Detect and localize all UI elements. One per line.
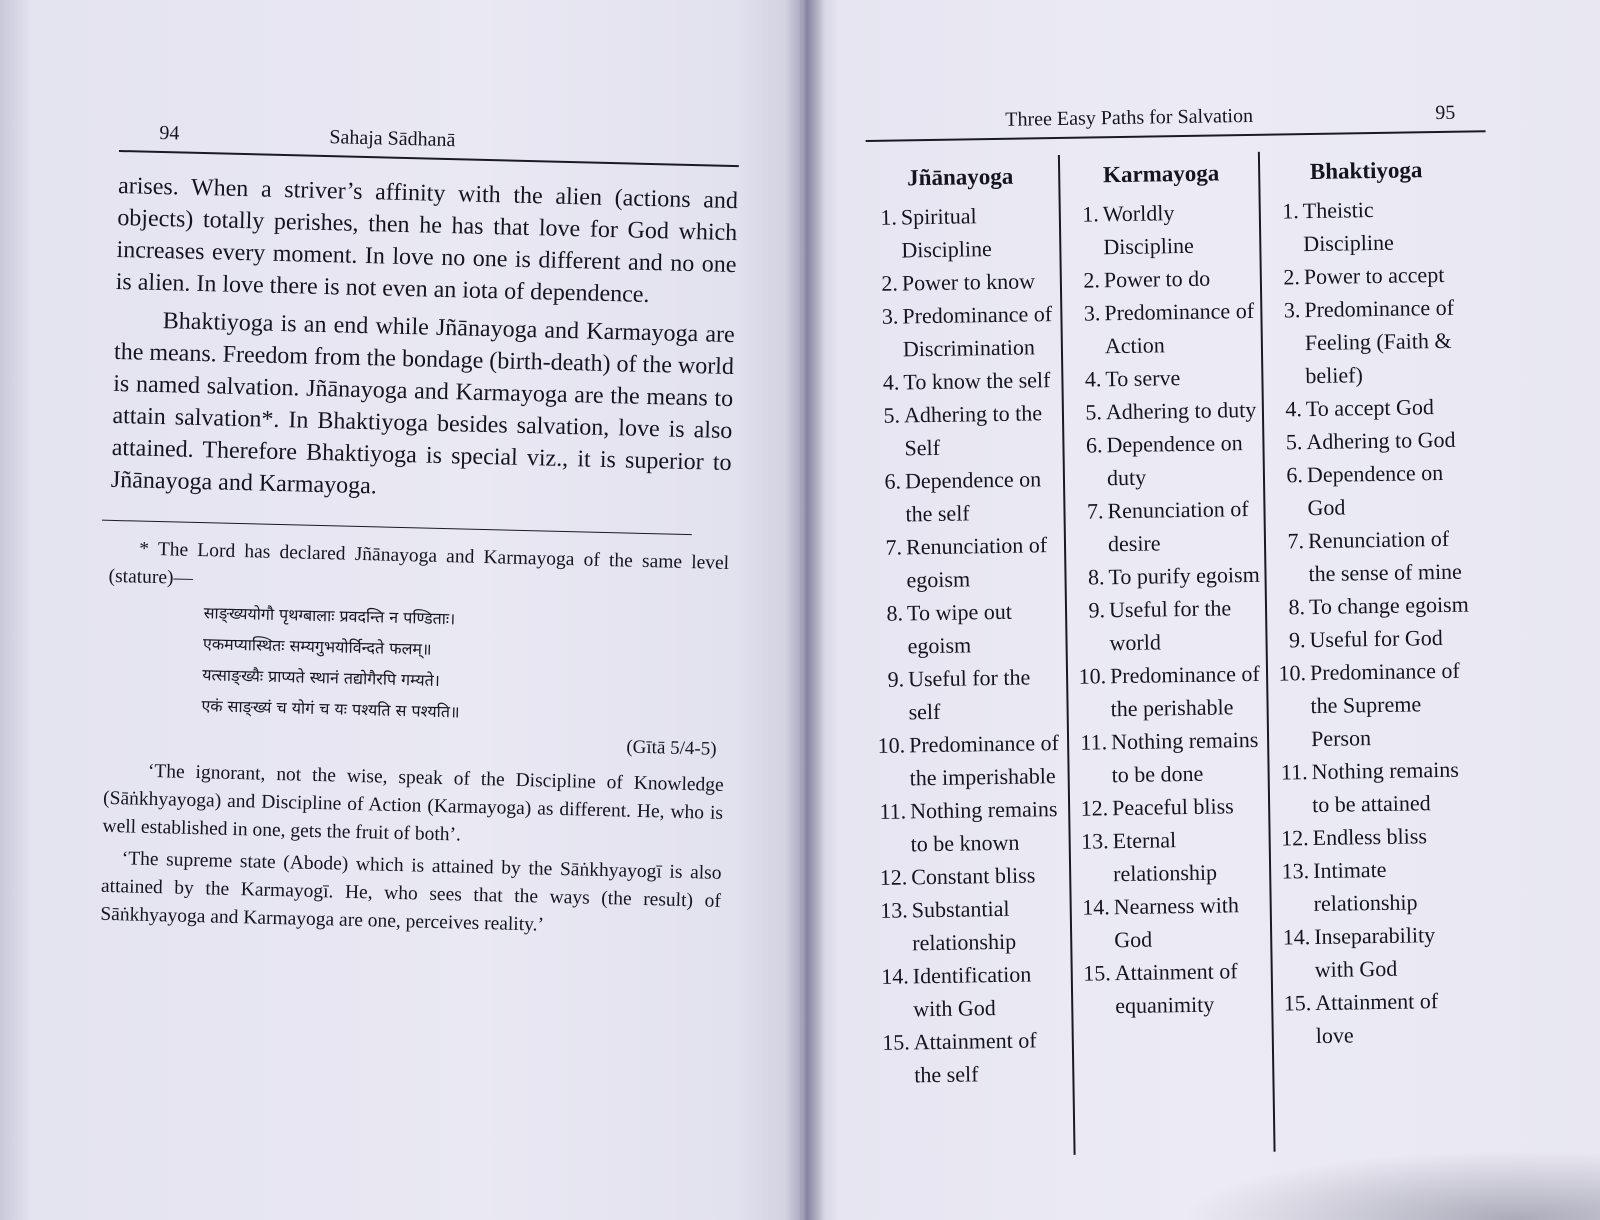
item-number: 8. — [1288, 594, 1306, 620]
list-item — [871, 462, 1060, 531]
item-number: 14. — [1282, 924, 1311, 950]
item-text: Nothing remains to be attained — [1311, 756, 1460, 818]
main-text — [111, 170, 739, 511]
list-item — [1074, 558, 1260, 594]
item-text: Constant bliss — [911, 862, 1036, 890]
item-number: 4. — [882, 369, 900, 395]
item-text: Spiritual Discipline — [900, 203, 992, 263]
item-number: 12. — [1080, 795, 1109, 821]
item-number: 9. — [887, 666, 905, 692]
item-number: 3. — [1283, 297, 1301, 323]
list-item — [1072, 393, 1258, 429]
list-item — [1275, 588, 1471, 624]
item-text: Identification with God — [912, 961, 1032, 1022]
item-number: 10. — [1278, 660, 1307, 686]
list-item — [877, 891, 1066, 960]
list-item — [1076, 657, 1263, 726]
item-number: 8. — [886, 600, 904, 626]
item-number: 11. — [1280, 759, 1308, 785]
list-item — [870, 396, 1059, 465]
list-item — [1070, 294, 1257, 363]
list-item — [1079, 888, 1266, 957]
item-number: 10. — [877, 732, 906, 758]
list-item — [1274, 522, 1471, 591]
item-number: 5. — [1085, 399, 1103, 425]
list-item — [1078, 789, 1264, 825]
item-number: 8. — [1087, 564, 1105, 590]
item-text: Predominance of the Supreme Person — [1309, 657, 1460, 752]
item-text: Useful for the world — [1108, 595, 1232, 656]
list-item — [869, 363, 1057, 399]
item-text: Nothing remains to be known — [909, 796, 1058, 857]
list-item — [1077, 723, 1264, 792]
list-item — [1080, 954, 1267, 1023]
item-text: To purify egoism — [1108, 561, 1260, 590]
column-heading: Bhaktiyoga — [1309, 157, 1423, 185]
item-number: 12. — [879, 864, 908, 890]
item-number: 15. — [1083, 960, 1111, 986]
item-number: 14. — [881, 963, 909, 989]
item-number: 6. — [1286, 462, 1304, 488]
book-gutter — [785, 0, 825, 1220]
left-page-number: 94 — [159, 121, 180, 145]
list-item — [872, 528, 1061, 597]
translation: ‘The ignorant, not the wise, speak of the Discipline of Knowledge (Sāṅkhyayoga) and Discipline of Action (Karmayoga) as different. He, who is well established in one, gets the fruit of both’. — [102, 760, 724, 846]
item-number: 1. — [1082, 201, 1100, 227]
item-text: Nearness with God — [1113, 892, 1240, 953]
item-text: Attainment of equanimity — [1114, 958, 1238, 1019]
item-number: 10. — [1078, 663, 1107, 689]
item-text: To serve — [1105, 365, 1181, 392]
hand-shadow — [1180, 1150, 1600, 1220]
list-item — [1278, 819, 1474, 855]
list-item — [1273, 456, 1470, 525]
item-text: Dependence on the self — [904, 466, 1042, 527]
item-text: To accept God — [1305, 394, 1435, 422]
list-item — [868, 297, 1057, 366]
item-text: Dependence on God — [1306, 459, 1444, 521]
item-number: 11. — [1080, 729, 1108, 755]
list-item — [1073, 492, 1260, 561]
item-text: Predominance of Discrimination — [902, 301, 1053, 362]
footnote — [100, 535, 729, 944]
item-text: Adhering to God — [1306, 426, 1456, 455]
verse-line: यत्साङ्ख्यैः प्राप्यते स्थानं तद्योगैरपि गम्यते। — [201, 665, 441, 690]
item-text: Substantial relationship — [911, 895, 1017, 956]
item-text: Peaceful bliss — [1111, 793, 1234, 821]
list-item — [1070, 261, 1256, 297]
item-text: Power to do — [1103, 265, 1211, 293]
list-item — [874, 660, 1063, 729]
item-number: 6. — [1085, 432, 1103, 458]
item-number: 5. — [883, 402, 901, 428]
column-bhaktiyoga — [1268, 149, 1478, 1053]
item-number: 3. — [1083, 300, 1101, 326]
translation: ‘The supreme state (Abode) which is attained by the Sāṅkhyayogī is also attained by the Karmayogī. He, who sees that the ways (the result) of Sāṅkhyayoga and Karmayoga are one, perceives reality.’ — [100, 848, 722, 936]
footnote-intro: * The Lord has declared Jñānayoga and Karmayoga of the same level (stature)— — [108, 538, 730, 589]
item-number: 5. — [1285, 429, 1303, 455]
item-number: 15. — [882, 1029, 910, 1055]
list-item — [1279, 852, 1476, 921]
item-text: Renunciation of desire — [1107, 496, 1249, 557]
list-item — [1071, 360, 1257, 396]
item-text: Predominance of Action — [1104, 297, 1255, 359]
list-item — [867, 198, 1056, 267]
list-item — [879, 957, 1068, 1026]
item-text: Power to know — [901, 268, 1036, 296]
list-item — [1281, 983, 1478, 1052]
item-text: Adhering to the Self — [903, 400, 1043, 461]
item-number: 6. — [884, 468, 902, 494]
item-text: Adhering to duty — [1105, 396, 1257, 425]
paragraph: arises. When a striver’s affinity with the alien (actions and objects) totally perishes, then he has that love for God which increases every moment. In love no one is different and no one is alien. In love there is not even an iota of dependence. — [115, 172, 739, 308]
right-running-title: Three Easy Paths for Salvation — [1005, 104, 1254, 131]
item-text: To change egoism — [1308, 591, 1469, 620]
list-item — [1276, 654, 1474, 756]
list-item — [1275, 621, 1471, 657]
verse-line: एकमप्यास्थितः सम्यगुभयोर्विन्दते फलम्॥ — [202, 634, 432, 659]
left-running-title: Sahaja Sādhanā — [329, 126, 456, 152]
right-page-content — [865, 90, 1502, 1158]
list-item — [1072, 426, 1259, 495]
item-number: 3. — [881, 303, 899, 329]
verse-line: साङ्ख्ययोगौ पृथग्बालाः प्रवदन्ति न पण्डिताः। — [203, 603, 456, 629]
item-text: Predominance of the imperishable — [908, 730, 1059, 791]
column-karmayoga — [1068, 152, 1268, 1023]
item-text: Predominance of the perishable — [1109, 660, 1260, 722]
list-item — [1075, 591, 1262, 660]
item-text: To wipe out egoism — [906, 598, 1013, 659]
list-item — [1069, 195, 1256, 264]
list-item — [877, 858, 1065, 894]
item-text: Endless bliss — [1312, 823, 1428, 851]
verse-line: एकं साङ्ख्यं च योगं च यः पश्यति स पश्यति॥ — [201, 696, 460, 722]
item-number: 4. — [1285, 396, 1303, 422]
item-number: 2. — [1283, 264, 1301, 290]
paragraph: Bhaktiyoga is an end while Jñānayoga and Karmayoga are the means. Freedom from the bondage (birth-death) of the world is named salvation. Jñānayoga and Karmayoga are the means to attain salvation*. In Bhaktiyoga besides salvation, love is also attained. Therefore Bhaktiyoga is special viz., it is superior to Jñānayoga and Karmayoga. — [110, 308, 736, 500]
left-page-content — [100, 110, 740, 948]
verse-citation: (Gītā 5/4-5) — [626, 736, 717, 760]
item-number: 7. — [1287, 528, 1305, 554]
list-item — [1272, 390, 1468, 426]
item-number: 15. — [1283, 990, 1312, 1016]
list-item — [1270, 258, 1466, 294]
item-text: Renunciation of the sense of mine — [1307, 525, 1463, 587]
list-item — [873, 594, 1062, 663]
item-text: Eternal relationship — [1112, 827, 1218, 887]
list-item — [1269, 192, 1466, 261]
item-number: 7. — [885, 534, 903, 560]
sanskrit-verse — [201, 597, 728, 734]
column-heading: Jñānayoga — [906, 163, 1014, 191]
item-text: Dependence on duty — [1106, 430, 1243, 491]
item-number: 1. — [880, 204, 898, 230]
item-text: Attainment of the self — [913, 1027, 1037, 1088]
list-item — [1272, 423, 1468, 459]
column-heading: Karmayoga — [1102, 160, 1220, 188]
right-page-number: 95 — [1435, 101, 1456, 125]
item-number: 13. — [880, 897, 908, 923]
item-number: 1. — [1282, 198, 1299, 224]
list-item — [868, 264, 1056, 300]
item-text: Theistic Discipline — [1302, 197, 1394, 257]
item-number: 4. — [1084, 366, 1102, 392]
column-jnanayoga — [866, 155, 1069, 1092]
item-text: Nothing remains to be done — [1110, 726, 1259, 788]
item-number: 9. — [1088, 597, 1106, 623]
list-item — [880, 1023, 1069, 1092]
item-number: 12. — [1280, 825, 1309, 851]
item-number: 9. — [1288, 627, 1306, 653]
item-text: Useful for God — [1309, 624, 1443, 653]
item-number: 13. — [1080, 828, 1109, 854]
item-text: Renunciation of egoism — [905, 532, 1048, 593]
list-item — [876, 792, 1065, 861]
item-number: 7. — [1086, 498, 1104, 524]
item-text: Inseparability with God — [1313, 922, 1436, 983]
item-text: Power to accept — [1303, 261, 1445, 290]
list-item — [875, 726, 1064, 795]
list-item — [1280, 918, 1477, 987]
item-text: Useful for the self — [907, 664, 1031, 725]
item-text: Predominance of Feeling (Faith & belief) — [1304, 294, 1455, 389]
item-number: 13. — [1281, 858, 1310, 884]
item-number: 11. — [879, 798, 907, 824]
item-text: Worldly Discipline — [1102, 200, 1194, 260]
list-item — [1270, 291, 1468, 393]
list-item — [1078, 822, 1265, 891]
list-item — [1277, 753, 1474, 822]
item-number: 2. — [1083, 267, 1101, 293]
item-number: 2. — [881, 270, 899, 296]
comparison-table — [866, 148, 1502, 1158]
item-text: Attainment of love — [1315, 988, 1439, 1049]
footnote-rule — [102, 520, 692, 535]
item-number: 14. — [1082, 894, 1110, 920]
item-text: Intimate relationship — [1312, 856, 1418, 917]
item-text: To know the self — [903, 367, 1051, 395]
